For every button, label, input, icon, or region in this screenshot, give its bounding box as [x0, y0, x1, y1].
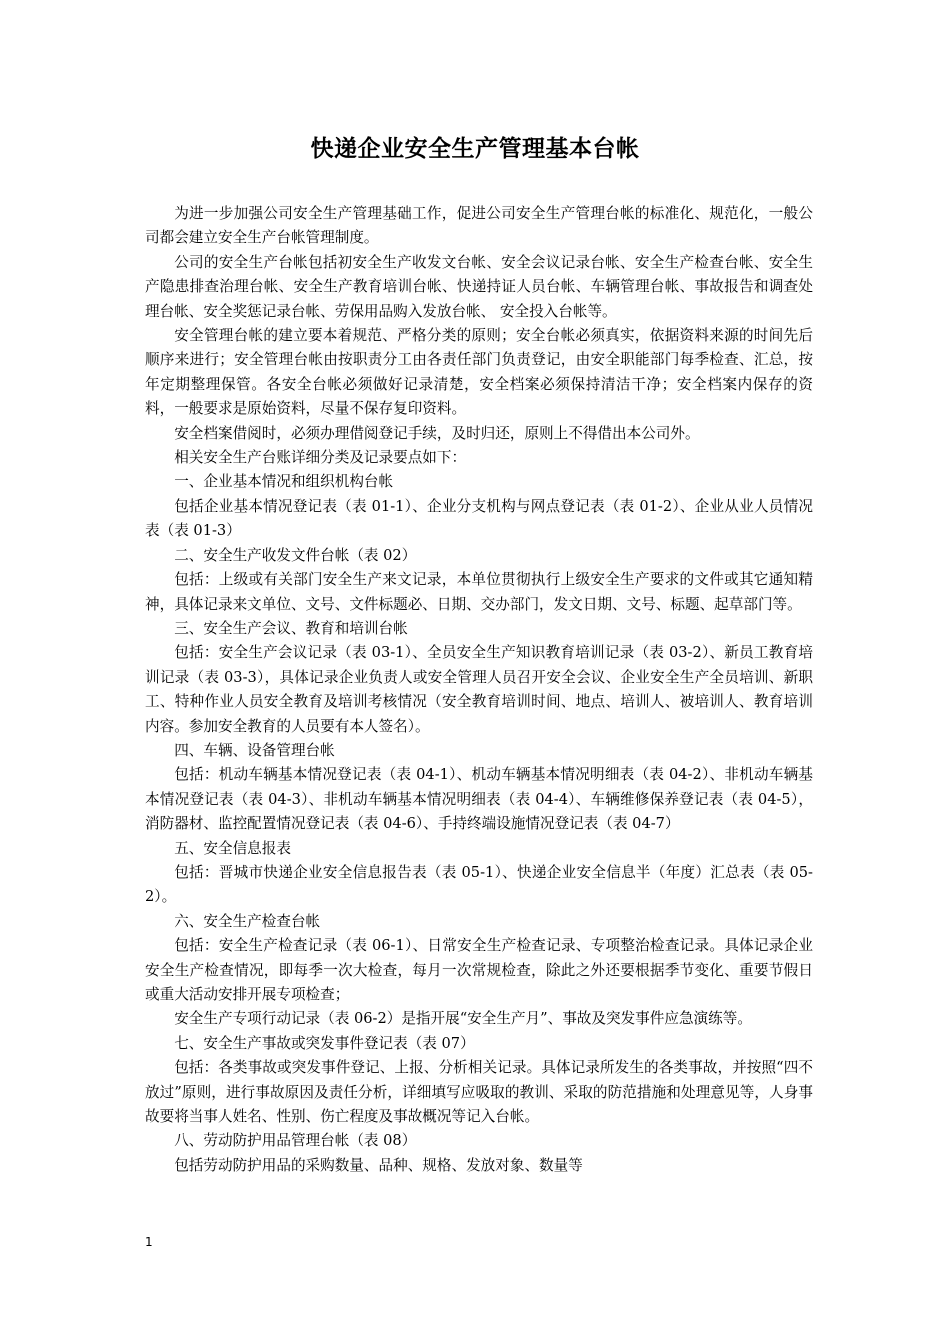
section-heading-6: 六、安全生产检查台帐: [174, 912, 321, 930]
section-body-7: 包括：各类事故或突发事件登记、上报、分析相关记录。具体记录所发生的各类事故，并按照“四不放过”原则，进行事故原因及责任分析，详细填写应吸取的教训、采取的防范措施和处理意见等，人身事故要将当事人姓名、性别、伤亡程度及事故概况等记入台帐。: [145, 1059, 813, 1126]
section-body-2: 包括：上级或有关部门安全生产来文记录，本单位贯彻执行上级安全生产要求的文件或其它通知精神，具体记录来文单位、文号、文件标题必、日期、交办部门，发文日期、文号、标题、起草部门等。: [145, 571, 813, 613]
section-heading-2: 二、安全生产收发文件台帐（表 02）: [174, 546, 417, 564]
section-heading-5: 五、安全信息报表: [174, 839, 291, 857]
section-body-5: 包括：晋城市快递企业安全信息报告表（表 05-1）、快递企业安全信息半（年度）汇总表（表 05-2）。: [145, 863, 813, 906]
page-number: 1: [145, 1235, 153, 1249]
section-body-1: 包括企业基本情况登记表（表 01-1）、企业分支机构与网点登记表（表 01-2）、企业从业人员情况表（表 01-3）: [145, 497, 813, 540]
section-body-8: 包括劳动防护用品的采购数量、品种、规格、发放对象、数量等: [174, 1156, 583, 1174]
section-heading-3: 三、安全生产会议、教育和培训台帐: [174, 619, 408, 637]
paragraph-borrowing: 安全档案借阅时，必须办理借阅登记手续，及时归还，原则上不得借出本公司外。: [174, 424, 700, 442]
document-body: [145, 202, 813, 1178]
section-heading-8: 八、劳动防护用品管理台帐（表 08）: [174, 1132, 417, 1150]
paragraph-ledger-list: 公司的安全生产台帐包括初安全生产收发文台帐、安全会议记录台帐、安全生产检查台帐、安全生产隐患排查治理台帐、安全生产教育培训台帐、快递持证人员台帐、车辆管理台帐、事故报告和调查处理台帐、安全奖惩记录台帐、劳保用品购入发放台帐、 安全投入台帐等。: [145, 253, 813, 320]
section-heading-4: 四、车辆、设备管理台帐: [174, 741, 335, 759]
section-body-6: 包括：安全生产检查记录（表 06-1）、日常安全生产检查记录、专项整治检查记录。具体记录企业安全生产检查情况，即每季一次大检查，每月一次常规检查，除此之外还要根据季节变化、重要节假日或重大活动安排开展专项检查；: [145, 937, 813, 1003]
section-heading-1: 一、企业基本情况和组织机构台帐: [174, 473, 394, 491]
paragraph-classification-intro: 相关安全生产台账详细分类及记录要点如下：: [174, 449, 467, 467]
section-body-6b: 安全生产专项行动记录（表 06-2）是指开展“安全生产月”、事故及突发事件应急演练等。: [174, 1010, 752, 1028]
paragraph-principles: 安全管理台帐的建立要本着规范、严格分类的原则；安全台帐必须真实，依据资料来源的时间先后顺序来进行；安全管理台帐由按职责分工由各责任部门负责登记，由安全职能部门每季检查、汇总，按年定期整理保管。各安全台帐必须做好记录清楚，安全档案必须保持清洁干净；安全档案内保存的资料，一般要求是原始资料，尽量不保存复印资料。: [145, 327, 813, 418]
section-body-4: 包括：机动车辆基本情况登记表（表 04-1）、机动车辆基本情况明细表（表 04-2）、非机动车辆基本情况登记表（表 04-3）、非机动车辆基本情况明细表（表 04-4）、车辆维修保养登记表（表 04-5），消防器材、监控配置情况登记表（表 04-6）、手持终端设施情况登记表（表 04-7）: [145, 766, 813, 833]
section-body-3: 包括：安全生产会议记录（表 03-1）、全员安全生产知识教育培训记录（表 03-2）、新员工教育培训记录（表 03-3），具体记录企业负责人或安全管理人员召开安全会议、企业安全生产全员培训、新职工、特种作业人员安全教育及培训考核情况（安全教育培训时间、地点、培训人、被培训人、教育培训内容。参加安全教育的人员要有本人签名）。: [145, 644, 813, 735]
paragraph-intro: 为进一步加强公司安全生产管理基础工作，促进公司安全生产管理台帐的标准化、规范化，一般公司都会建立安全生产台帐管理制度。: [145, 205, 813, 247]
document-title: 快递企业安全生产管理基本台帐: [310, 136, 640, 162]
section-heading-7: 七、安全生产事故或突发事件登记表（表 07）: [174, 1034, 475, 1052]
